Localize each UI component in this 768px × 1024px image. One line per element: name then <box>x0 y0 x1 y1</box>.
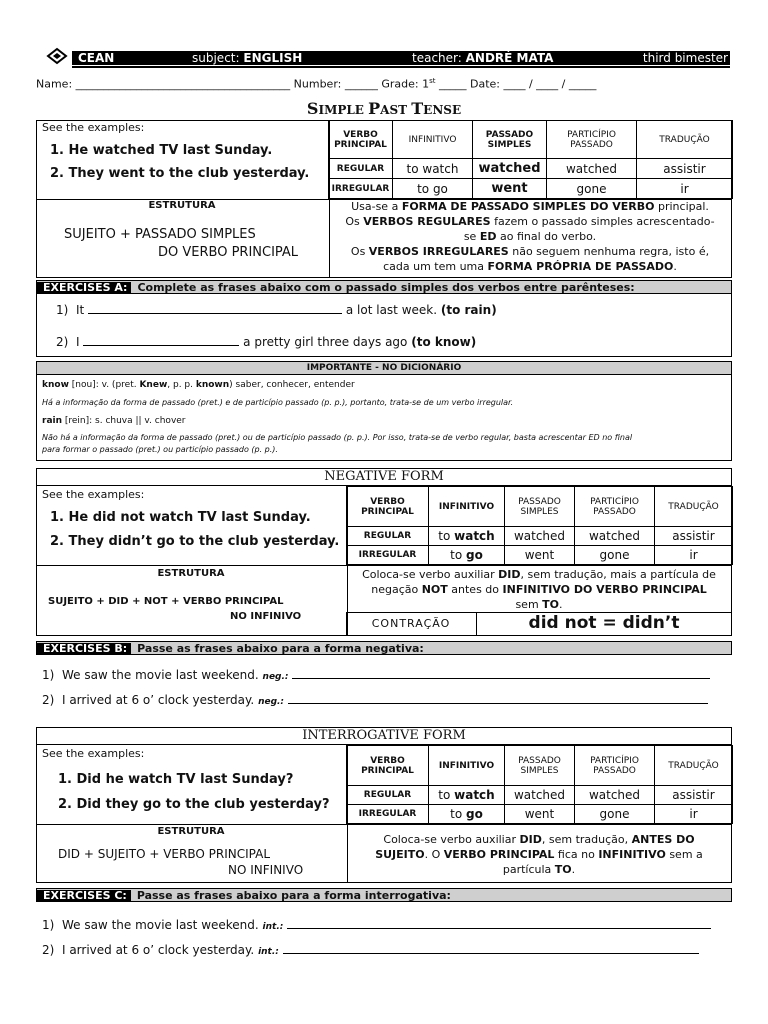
interrogative-example-2: 2. Did they go to the club yesterday? <box>58 797 330 812</box>
example-2: 2. They went to the club yesterday. <box>50 166 310 181</box>
dictionary-header: IMPORTANTE - NO DICIONÁRIO <box>37 362 731 375</box>
interrogative-explanation: Coloca-se verbo auxiliar DID, sem tradução, ANTES DO SUJEITO. O VERBO PRINCIPAL fica no INFINITIVO sem a partícula TO. <box>375 833 703 876</box>
structure-label: ESTRUTURA <box>148 200 216 211</box>
structure-line-2: DO VERBO PRINCIPAL <box>158 245 299 260</box>
negative-verb-table: VERBO PRINCIPAL INFINITIVO PASSADO SIMPLES PARTICÍPIO PASSADO TRADUÇÃO REGULAR to watch watched watched assistir IRREGULAR to go went gone ir <box>346 486 733 565</box>
negative-structure-label: ESTRUTURA <box>157 568 225 579</box>
interrogative-structure-1: DID + SUJEITO + VERBO PRINCIPAL <box>58 847 271 861</box>
answer-blank[interactable] <box>288 692 708 704</box>
school-logo-icon <box>46 47 68 65</box>
negative-structure-2: NO INFINIVO <box>230 611 302 622</box>
teacher-value: ANDRÉ MATA <box>465 51 554 65</box>
exercise-a-q1: 1) It a lot last week. (to rain) <box>56 303 497 317</box>
negative-example-2: 2. They didn’t go to the club yesterday. <box>50 534 340 549</box>
subject-label: subject: <box>192 51 240 65</box>
example-1: 1. He watched TV last Sunday. <box>50 143 273 158</box>
interrogative-example-1: 1. Did he watch TV last Sunday? <box>58 772 294 787</box>
student-info-line: Name: _______________________________________ Number: ______ Grade: 1st _____ Date: ____ / ____ / _____ <box>36 77 597 91</box>
interrogative-verb-table: VERBO PRINCIPAL INFINITIVO PASSADO SIMPLES PARTICÍPIO PASSADO TRADUÇÃO REGULAR to watch watched watched assistir IRREGULAR to go went gone ir <box>346 745 733 824</box>
header-bar <box>72 51 730 65</box>
negative-structure-1: SUJEITO + DID + NOT + VERBO PRINCIPAL <box>48 596 284 607</box>
page-title: SIMPLE PAST TENSE <box>306 99 462 118</box>
negative-title: NEGATIVE FORM <box>324 469 444 484</box>
exercise-c-q1: 1) We saw the movie last weekend. int.: <box>42 917 711 932</box>
exercise-c-q2: 2) I arrived at 6 o’ clock yesterday. int.: <box>42 942 699 957</box>
structure-line-1: SUJEITO + PASSADO SIMPLES <box>64 227 256 242</box>
see-examples-label: See the examples: <box>42 121 145 134</box>
exercise-a-bar: EXERCISES A: Complete as frases abaixo com o passado simples dos verbos entre parênteses: <box>36 280 732 294</box>
verb-table: VERBO PRINCIPAL INFINITIVO PASSADO SIMPLES PARTICÍPIO PASSADO TRADUÇÃO REGULAR to watch watched watched assistir IRREGULAR to go went gone ir <box>328 120 733 199</box>
exercise-b-q1: 1) We saw the movie last weekend. neg.: <box>42 667 710 682</box>
answer-blank[interactable] <box>83 334 239 346</box>
answer-blank[interactable] <box>283 942 699 954</box>
interrogative-title: INTERROGATIVE FORM <box>302 728 466 743</box>
answer-blank[interactable] <box>88 302 342 314</box>
see-examples-label: See the examples: <box>42 488 145 501</box>
interrogative-structure-label: ESTRUTURA <box>157 826 225 837</box>
contraction-value: did not = didn’t <box>528 613 680 633</box>
school-name: CEAN <box>78 51 115 65</box>
exercise-a-q2: 2) I a pretty girl three days ago (to know) <box>56 335 477 349</box>
exercise-b-bar: EXERCISES B: Passe as frases abaixo para a forma negativa: <box>36 641 732 655</box>
negative-example-1: 1. He did not watch TV last Sunday. <box>50 510 311 525</box>
see-examples-label: See the examples: <box>42 747 145 760</box>
exercise-c-bar: EXERCISES C: Passe as frases abaixo para a forma interrogativa: <box>36 888 732 902</box>
affirmative-explanation: Usa-se a FORMA DE PASSADO SIMPLES DO VERBO principal. Os VERBOS REGULARES fazem o passado simples acrescentado- se ED ao final do verbo. Os VERBOS IRREGULARES não seguem nenhuma regra, isto é, cada um tem uma FORMA PRÓPRIA DE PASSADO. <box>345 200 715 273</box>
teacher-label: teacher: <box>412 51 462 65</box>
answer-blank[interactable] <box>292 667 710 679</box>
subject-value: ENGLISH <box>243 51 303 65</box>
contraction-label: CONTRAÇÃO <box>371 617 451 630</box>
answer-blank[interactable] <box>287 917 711 929</box>
exercise-b-q2: 2) I arrived at 6 o’ clock yesterday. neg.: <box>42 692 708 707</box>
negative-explanation: Coloca-se verbo auxiliar DID, sem tradução, mais a partícula de negação NOT antes do INFINITIVO DO VERBO PRINCIPAL sem TO. <box>362 568 716 611</box>
interrogative-structure-2: NO INFINIVO <box>228 863 304 877</box>
period: third bimester <box>642 51 728 65</box>
